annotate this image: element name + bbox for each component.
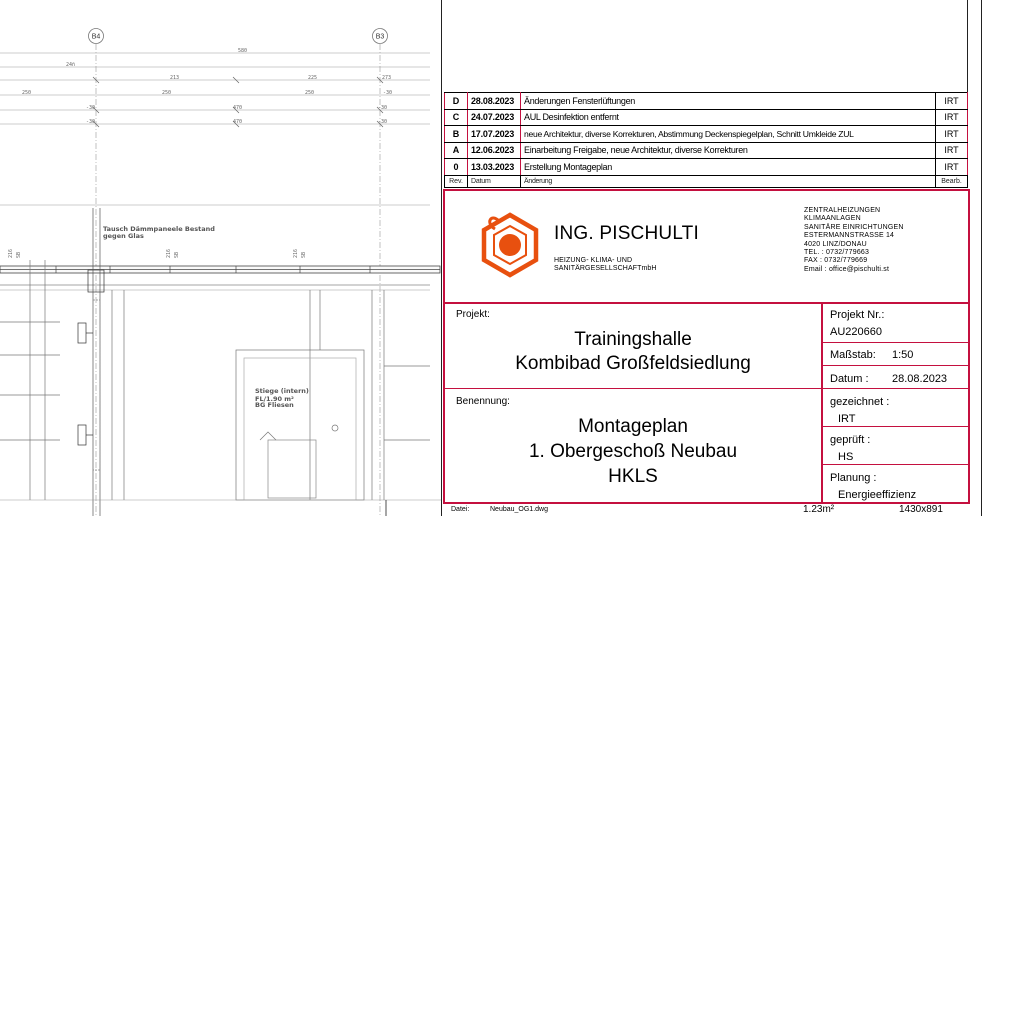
scale-value: 1:50	[892, 349, 914, 361]
drawn-by-label: gezeichnet :	[830, 396, 890, 408]
checked-by-label: geprüft :	[830, 434, 871, 446]
address-line: 4020 LINZ/DONAU	[804, 240, 867, 248]
designation-line2: 1. Obergeschoß Neubau	[528, 441, 738, 462]
dim-row3-c: 250	[305, 90, 315, 96]
company-address	[804, 207, 904, 274]
divider-projnr	[823, 342, 968, 343]
rev-header-rev: Rev.	[445, 175, 468, 187]
dim-580: 580	[238, 48, 248, 54]
dim-row2-a: 24ñ	[66, 62, 76, 68]
divider-drawn	[823, 426, 968, 427]
svg-text:216: 216	[166, 248, 172, 258]
dim-row3-a: 250	[22, 90, 32, 96]
rev-letter: 0	[445, 159, 468, 176]
project-title-line2: Kombibad Großfeldsiedlung	[515, 353, 751, 374]
svg-text:SB: SB	[301, 251, 307, 258]
address-line: ZENTRALHEIZUNGEN	[804, 207, 881, 214]
designation-label: Benennung:	[456, 396, 510, 407]
address-line: SANITÄRE EINRICHTUNGEN	[804, 223, 904, 231]
room-area: FL/1.90 m²	[255, 395, 294, 403]
window-note-line1: Tausch Dämmpaneele Bestand	[103, 225, 215, 233]
svg-text:216: 216	[8, 248, 14, 258]
rev-date: 24.07.2023	[468, 109, 521, 126]
rev-description: Änderungen Fensterlüftungen	[521, 93, 936, 110]
dim-row3-d: -30	[383, 90, 393, 96]
designation-line1: Montageplan	[578, 416, 688, 437]
window-note-line2: gegen Glas	[103, 232, 144, 240]
floor-plan-drawing	[0, 0, 441, 516]
rev-description: AUL Desinfektion entfernt	[521, 109, 936, 126]
planning-label: Planung :	[830, 472, 877, 484]
footer	[443, 503, 982, 516]
project-number: AU220660	[830, 326, 882, 338]
drawing-sheet	[0, 0, 982, 516]
revision-row-c	[445, 109, 968, 126]
dim-row4-c: -30	[378, 105, 388, 111]
project-label: Projekt:	[456, 309, 490, 320]
company-logo	[477, 211, 543, 281]
axis-marker-b4	[89, 29, 104, 44]
dim-row4-a: -30	[86, 105, 96, 111]
dim-row2-c: 225	[308, 75, 318, 81]
rev-author: IRT	[936, 93, 968, 110]
revision-header-row	[445, 175, 968, 187]
scale-label: Maßstab:	[830, 349, 876, 361]
file-label: Datei:	[451, 506, 470, 513]
project-number-label: Projekt Nr.:	[830, 309, 885, 321]
divider-project	[445, 388, 968, 389]
divider-checked	[823, 464, 968, 465]
rev-letter: C	[445, 109, 468, 126]
rev-header-desc: Änderung	[521, 175, 936, 187]
rev-date: 28.08.2023	[468, 93, 521, 110]
date-value: 28.08.2023	[892, 373, 948, 385]
date-label: Datum :	[830, 373, 869, 385]
dim-row5-a: -30	[86, 119, 96, 125]
address-line: Email : office@pischulti.st	[804, 265, 890, 273]
company-subtitle	[554, 257, 657, 273]
revision-row-b	[445, 126, 968, 143]
sheet-border-right	[981, 0, 982, 516]
file-name: Neubau_OG1.dwg	[490, 506, 548, 513]
divider-company	[445, 302, 968, 304]
revision-table	[444, 92, 968, 188]
rev-description: Einarbeitung Freigabe, neue Architektur, diverse Korrekturen	[521, 142, 936, 159]
axis-marker-b3	[373, 29, 388, 44]
company-name: ING. PISCHULTI	[554, 223, 699, 244]
dim-row2-b: 213	[170, 75, 180, 81]
revision-row-d	[445, 93, 968, 110]
room-name: Stiege (intern)	[255, 387, 309, 395]
rev-description: neue Architektur, diverse Korrekturen, Abstimmung Deckenspiegelplan, Schnitt Umkleide ZUL	[521, 126, 936, 143]
axis-label-b4: B4	[91, 33, 101, 41]
designation-line3: HKLS	[608, 466, 658, 487]
rev-date: 13.03.2023	[468, 159, 521, 176]
svg-text:SB: SB	[174, 251, 180, 258]
address-line: ESTERMANNSTRASSE 14	[804, 232, 895, 240]
checked-by: HS	[838, 451, 854, 463]
planning-value: Energieeffizienz	[838, 489, 917, 501]
dim-row5-b: 470	[233, 119, 243, 125]
rev-date: 12.06.2023	[468, 142, 521, 159]
title-block	[443, 189, 970, 504]
divider-right-column	[821, 302, 823, 502]
rev-author: IRT	[936, 159, 968, 176]
rev-letter: B	[445, 126, 468, 143]
revision-row-0	[445, 159, 968, 176]
rev-header-author: Bearb.	[936, 175, 968, 187]
dim-row3-b: 250	[162, 90, 172, 96]
title-block-top-border	[967, 0, 968, 92]
address-line: FAX : 0732/779669	[804, 257, 868, 265]
svg-text:SB: SB	[16, 251, 22, 258]
svg-text:216: 216	[293, 248, 299, 258]
axis-label-b3: B3	[375, 33, 385, 41]
dim-row2-d: 273	[382, 75, 392, 81]
room-floor: BG Fliesen	[255, 401, 294, 409]
company-subtitle-line1: HEIZUNG- KLIMA- UND	[554, 257, 633, 264]
sheet-size: 1430x891	[899, 504, 943, 515]
rev-header-date: Datum	[468, 175, 521, 187]
project-title-line1: Trainingshalle	[574, 329, 692, 350]
sheet-area: 1.23m²	[803, 504, 835, 515]
address-line: KLIMAANLAGEN	[804, 215, 861, 223]
rev-letter: A	[445, 142, 468, 159]
rev-letter: D	[445, 93, 468, 110]
company-subtitle-line2: SANITÄRGESELLSCHAFTmbH	[554, 265, 657, 272]
rev-description: Erstellung Montageplan	[521, 159, 936, 176]
rev-date: 17.07.2023	[468, 126, 521, 143]
dim-row4-b: 470	[233, 105, 243, 111]
dim-row5-c: -30	[378, 119, 388, 125]
address-line: TEL. : 0732/779663	[804, 249, 870, 257]
rev-author: IRT	[936, 109, 968, 126]
revision-row-a	[445, 142, 968, 159]
rev-author: IRT	[936, 126, 968, 143]
drawn-by: IRT	[838, 413, 856, 425]
divider-scale	[823, 365, 968, 366]
rev-author: IRT	[936, 142, 968, 159]
